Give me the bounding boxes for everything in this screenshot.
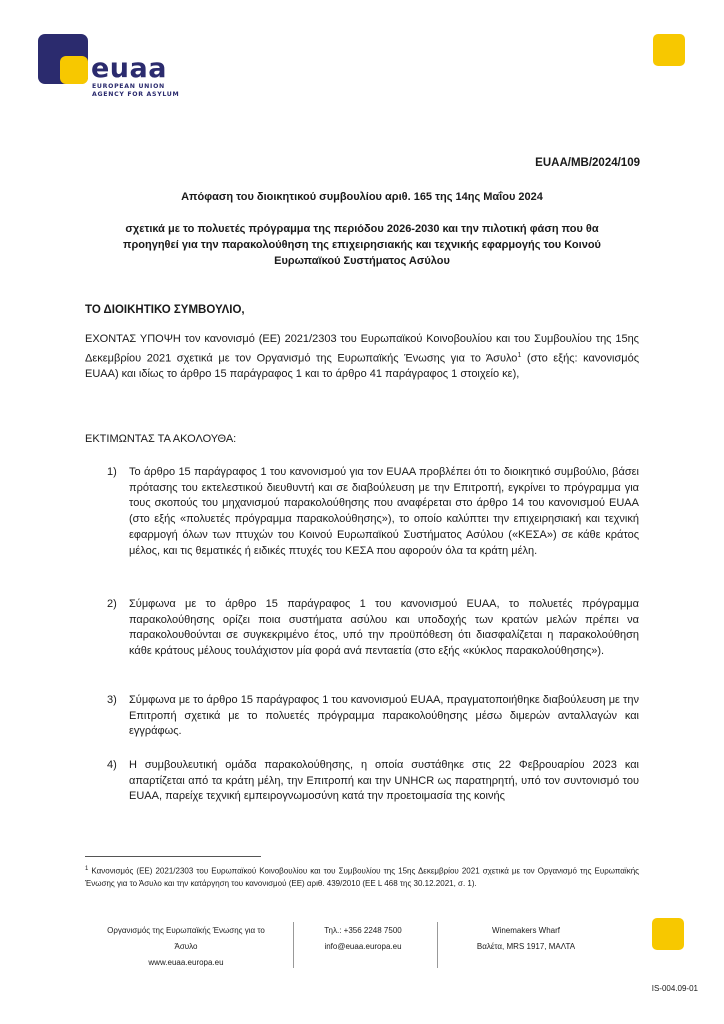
footer-org-line1: Οργανισμός της Ευρωπαϊκής Ένωσης για το xyxy=(107,926,265,935)
footer-organisation xyxy=(88,923,284,971)
footer-phone: Τηλ.: +356 2248 7500 xyxy=(324,926,402,935)
top-right-yellow-square-icon xyxy=(653,34,685,66)
recital-item xyxy=(107,758,639,805)
document-code: IS-004.09-01 xyxy=(651,984,698,993)
bottom-right-yellow-square-icon xyxy=(652,918,684,950)
footer-divider xyxy=(293,922,294,968)
recital-text: Η συμβουλευτική ομάδα παρακολούθησης, η οποία συστάθηκε στις 22 Φεβρουαρίου 2023 και απαρτίζεται από τα κράτη μέλη, την Επιτροπή και την UNHCR ως παρατηρητή, υπό τον συντονισμό του EUAA, παρείχε τεχνική εμπειρογνωμοσύνη κατά την προετοιμασία της κοινής xyxy=(129,759,639,803)
euaa-logo-mark-icon xyxy=(38,34,88,84)
logo-subtitle xyxy=(92,83,179,99)
footnote-separator xyxy=(85,856,261,857)
whereas-heading: ΕΚΤΙΜΩΝΤΑΣ ΤΑ ΑΚΟΛΟΥΘΑ: xyxy=(85,433,237,445)
decision-subject xyxy=(85,221,639,269)
subject-line-1: σχετικά με το πολυετές πρόγραμμα της περιόδου 2026-2030 και την πιλοτική φάση που θα xyxy=(125,223,599,235)
recital-number: 2) xyxy=(107,598,117,610)
logo-subtitle-line2: AGENCY FOR ASYLUM xyxy=(92,91,180,98)
logo-subtitle-line1: EUROPEAN UNION xyxy=(92,83,165,90)
footnote-mark: 1 xyxy=(85,866,89,872)
footer-address-line2: Βαλέτα, MRS 1917, ΜΑΛΤΑ xyxy=(476,942,576,951)
decision-title: Απόφαση του διοικητικού συμβουλίου αριθ. 165 της 14ης Μαΐου 2024 xyxy=(181,191,543,203)
board-heading: ΤΟ ΔΙΟΙΚΗΤΙΚΟ ΣΥΜΒΟΥΛΙΟ, xyxy=(85,304,245,316)
footer-website-link[interactable]: www.euaa.europa.eu xyxy=(148,958,224,967)
recital-text: Σύμφωνα με το άρθρο 15 παράγραφος 1 του κανονισμού EUAA, πραγματοποιήθηκε διαβούλευση με την Επιτροπή σχετικά με το πολυετές πρόγραμμα παρακολούθησης μέσω διμερών ανταλλαγών και εγγράφως. xyxy=(129,694,639,738)
footer-divider xyxy=(437,922,438,968)
recital-text: Σύμφωνα με το άρθρο 15 παράγραφος 1 του κανονισμού EUAA, το πολυετές πρόγραμμα παρακολούθησης ορίζει ποια συστήματα ασύλου και υποδοχής των κρατών μελών πρέπει να παρακολουθούνται σε συγκεκριμένο έτος, υπό την προϋπόθεση ότι διασφαλίζεται η παρακολούθηση κάθε κράτους μέλους τουλάχιστον μία φορά ανά πενταετία (στο εξής «κύκλος παρακολούθησης»). xyxy=(129,598,639,658)
footer-email-link[interactable]: info@euaa.europa.eu xyxy=(324,942,402,951)
recital-text: Το άρθρο 15 παράγραφος 1 του κανονισμού για τον EUAA προβλέπει ότι το διοικητικό συμβούλιο, βάσει πρότασης του εκτελεστικού διευθυντή και σε διαβούλευση με την Επιτροπή, εγκρίνει το πρόγραμμα για τους σκοπούς του μηχανισμού παρακολούθησης που αναφέρεται στο άρθρο 14 του κανονισμού EUAA (στο εξής «πολυετές πρόγραμμα παρακολούθησης»), το οποίο καλύπτει την επιχειρησιακή και τεχνική εφαρμογή όλων των πτυχών του Κοινού Ευρωπαϊκού Συστήματος Ασύλου («ΚΕΣΑ») σε κάθε κράτος μέλος, και τις θεματικές ή ειδικές πτυχές του ΚΕΣΑ που αφορούν όλα τα κράτη μέλη. xyxy=(129,466,639,557)
recital-number: 3) xyxy=(107,694,117,706)
logo-wordmark: euaa xyxy=(91,53,167,84)
footnote-text: Κανονισμός (ΕΕ) 2021/2303 του Ευρωπαϊκού Κοινοβουλίου και του Συμβουλίου της 15ης Δεκεμβρίου 2021 σχετικά με τον Οργανισμό της Ευρωπαϊκής Ένωσης για το Άσυλο και την κατάργηση του κανονισμού (ΕΕ) αριθ. 439/2010 (ΕΕ L 468 της 30.12.2021, σ. 1). xyxy=(85,866,639,888)
footnote-1 xyxy=(85,863,639,890)
subject-line-3: Ευρωπαϊκού Συστήματος Ασύλου xyxy=(274,255,450,267)
subject-line-2: προηγηθεί για την παρακολούθηση της επιχειρησιακής και τεχνικής εφαρμογής του Κοινού xyxy=(123,239,601,251)
document-reference: EUAA/MB/2024/109 xyxy=(535,157,640,169)
footer-org-line2: Άσυλο xyxy=(174,942,198,951)
recital-item xyxy=(107,693,639,740)
footer-address-line1: Winemakers Wharf xyxy=(491,926,560,935)
having-regard-paragraph xyxy=(85,332,639,383)
footnote-ref-1[interactable]: 1 xyxy=(517,351,522,359)
euaa-logo xyxy=(38,34,188,104)
footer-address xyxy=(446,923,606,955)
recital-number: 1) xyxy=(107,466,117,478)
recital-item xyxy=(107,597,639,660)
recital-number: 4) xyxy=(107,759,117,771)
having-regard-text-cont: (στο εξής: κανονισμός EUAA) και ιδίως το άρθρο 15 παράγραφος 1 και το άρθρο 41 παράγραφος 1 στοιχείο κε), xyxy=(85,352,639,381)
having-regard-text: ΕΧΟΝΤΑΣ ΥΠΟΨΗ τον κανονισμό (ΕΕ) 2021/2303 του Ευρωπαϊκού Κοινοβουλίου και του Συμβουλίου της 15ης Δεκεμβρίου 2021 σχετικά με τον Οργανισμό της Ευρωπαϊκής Ένωσης για το Άσυλο xyxy=(85,333,639,365)
recital-item xyxy=(107,465,639,559)
footer-contact xyxy=(300,923,426,955)
